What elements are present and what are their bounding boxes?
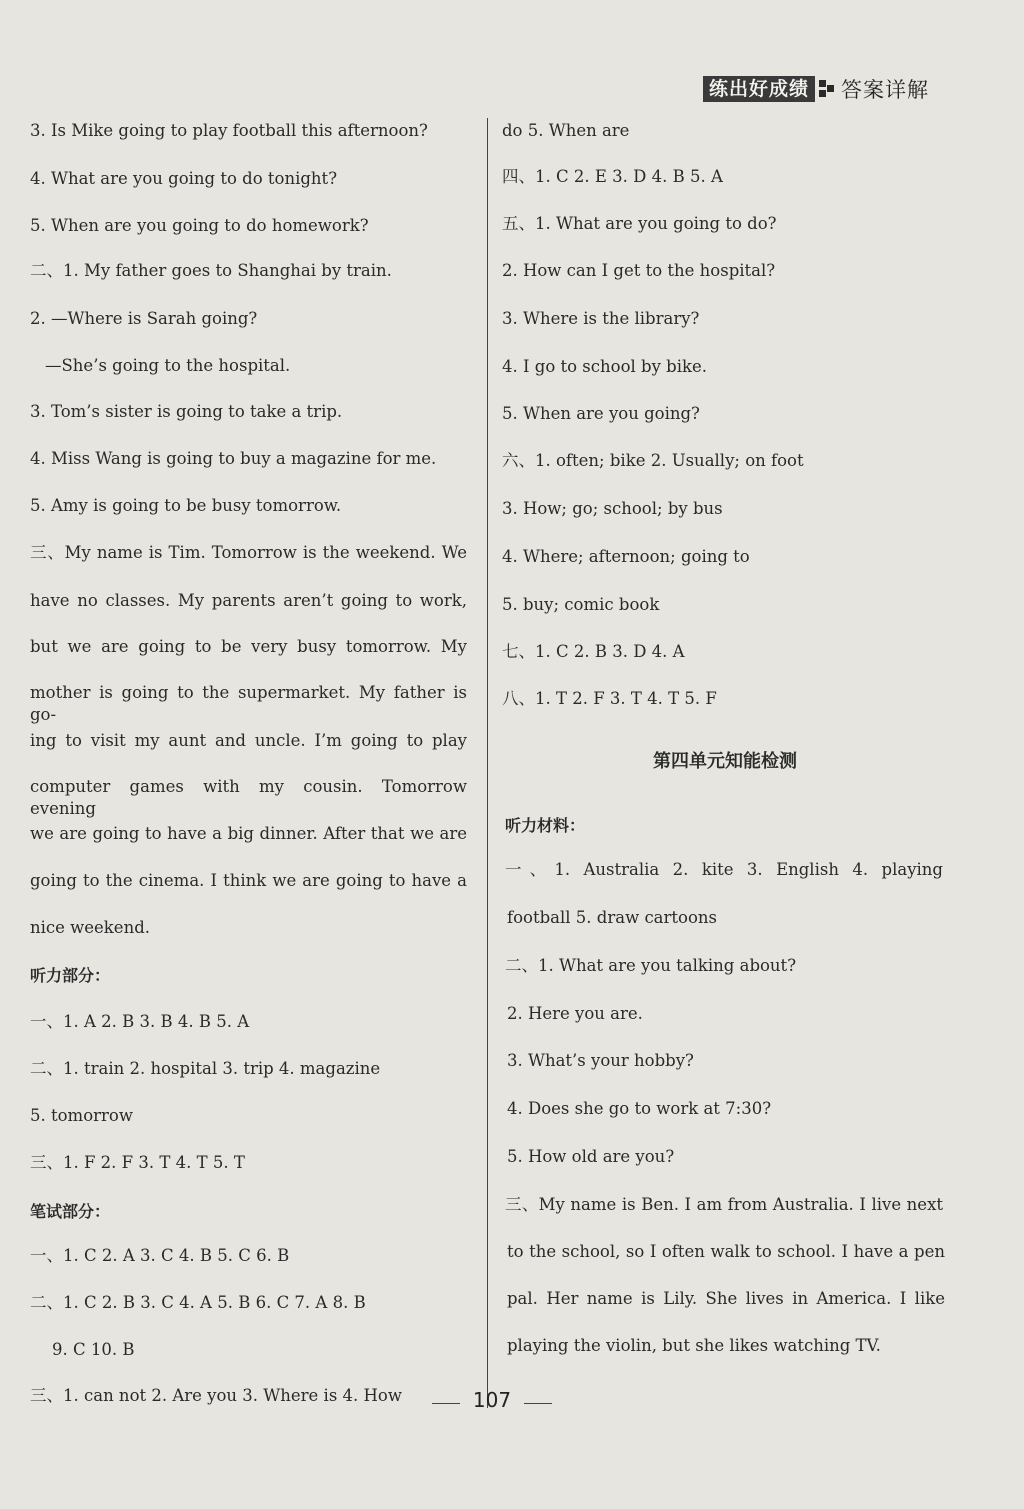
passage-line: 三、My name is Ben. I am from Australia. I live next xyxy=(505,1195,943,1214)
passage-line: mother is going to the supermarket. My father is go- xyxy=(30,683,467,724)
answer-line: 4. Does she go to work at 7:30? xyxy=(507,1099,772,1118)
passage-line: to the school, so I often walk to school. I have a pen xyxy=(507,1242,945,1261)
brand-squares-icon xyxy=(819,80,835,98)
answer-line: 5. When are you going? xyxy=(502,404,700,423)
answer-line: 三、1. F 2. F 3. T 4. T 5. T xyxy=(30,1153,245,1172)
answer-line: 4. I go to school by bike. xyxy=(502,357,708,376)
section-heading-listening-material: 听力材料： xyxy=(505,816,586,835)
answer-line: 5. How old are you? xyxy=(507,1147,675,1166)
answer-line: 4. Miss Wang is going to buy a magazine for me. xyxy=(30,449,437,468)
answer-line: 二、1. C 2. B 3. C 4. A 5. B 6. C 7. A 8. B xyxy=(30,1293,366,1312)
unit-title: 第四单元知能检测 xyxy=(653,751,797,772)
answer-line: 2. Here you are. xyxy=(507,1004,643,1023)
answer-line: 二、1. My father goes to Shanghai by train. xyxy=(30,261,392,280)
passage-line: but we are going to be very busy tomorrow. My xyxy=(30,637,467,656)
answer-line: 一、1. A 2. B 3. B 4. B 5. A xyxy=(30,1012,250,1031)
page-number: 107 xyxy=(472,1388,512,1412)
footer-rule-right xyxy=(524,1403,552,1404)
answer-line: 六、1. often; bike 2. Usually; on foot xyxy=(502,451,804,470)
answer-line: 4. Where; afternoon; going to xyxy=(502,547,750,566)
page-footer xyxy=(420,1386,620,1416)
answer-line: 三、1. can not 2. Are you 3. Where is 4. How xyxy=(30,1386,402,1405)
passage-line: we are going to have a big dinner. After that we are xyxy=(30,824,467,843)
answer-line: 2. —Where is Sarah going? xyxy=(30,309,258,328)
passage-line: computer games with my cousin. Tomorrow evening xyxy=(30,777,467,818)
answer-line: 一、1. Australia 2. kite 3. English 4. playing xyxy=(505,860,943,879)
answer-line: 3. What’s your hobby? xyxy=(507,1051,694,1070)
answer-line: 5. When are you going to do homework? xyxy=(30,216,369,235)
passage-line: ing to visit my aunt and uncle. I’m going to play xyxy=(30,731,467,750)
passage-line: pal. Her name is Lily. She lives in America. I like xyxy=(507,1289,945,1308)
passage-line: playing the violin, but she likes watching TV. xyxy=(507,1336,881,1355)
answer-line: 5. tomorrow xyxy=(30,1106,133,1125)
answer-line: 二、1. What are you talking about? xyxy=(505,956,797,975)
passage-line: have no classes. My parents aren’t going to work, xyxy=(30,591,467,610)
passage-line: nice weekend. xyxy=(30,918,151,937)
section-heading-written: 笔试部分： xyxy=(30,1202,111,1221)
answer-line: 3. Tom’s sister is going to take a trip. xyxy=(30,402,343,421)
answer-line: 2. How can I get to the hospital? xyxy=(502,261,776,280)
answer-line: 9. C 10. B xyxy=(52,1340,135,1359)
brand-title: 练出好成绩 xyxy=(703,76,815,102)
answer-line: 八、1. T 2. F 3. T 4. T 5. F xyxy=(502,689,717,708)
answer-line: 3. Is Mike going to play football this afternoon? xyxy=(30,121,428,140)
brand-subtitle: 答案详解 xyxy=(841,78,930,102)
answer-line: 七、1. C 2. B 3. D 4. A xyxy=(502,642,685,661)
answer-line: 5. Amy is going to be busy tomorrow. xyxy=(30,496,342,515)
passage-line: 三、My name is Tim. Tomorrow is the weekend. We xyxy=(30,543,467,562)
column-divider xyxy=(487,118,488,1408)
answer-line: 二、1. train 2. hospital 3. trip 4. magazine xyxy=(30,1059,381,1078)
footer-rule-left xyxy=(432,1403,460,1404)
brand-logo xyxy=(703,76,929,102)
answer-line: football 5. draw cartoons xyxy=(507,908,718,927)
answer-line: 5. buy; comic book xyxy=(502,595,660,614)
passage-line: going to the cinema. I think we are going to have a xyxy=(30,871,467,890)
answer-line: 五、1. What are you going to do? xyxy=(502,214,777,233)
section-heading-listening: 听力部分： xyxy=(30,966,111,985)
answer-line: —She’s going to the hospital. xyxy=(45,356,291,375)
answer-line: do 5. When are xyxy=(502,121,630,140)
answer-line: 4. What are you going to do tonight? xyxy=(30,169,338,188)
answer-line: 四、1. C 2. E 3. D 4. B 5. A xyxy=(502,167,723,186)
answer-line: 3. How; go; school; by bus xyxy=(502,499,723,518)
answer-line: 3. Where is the library? xyxy=(502,309,700,328)
answer-line: 一、1. C 2. A 3. C 4. B 5. C 6. B xyxy=(30,1246,290,1265)
